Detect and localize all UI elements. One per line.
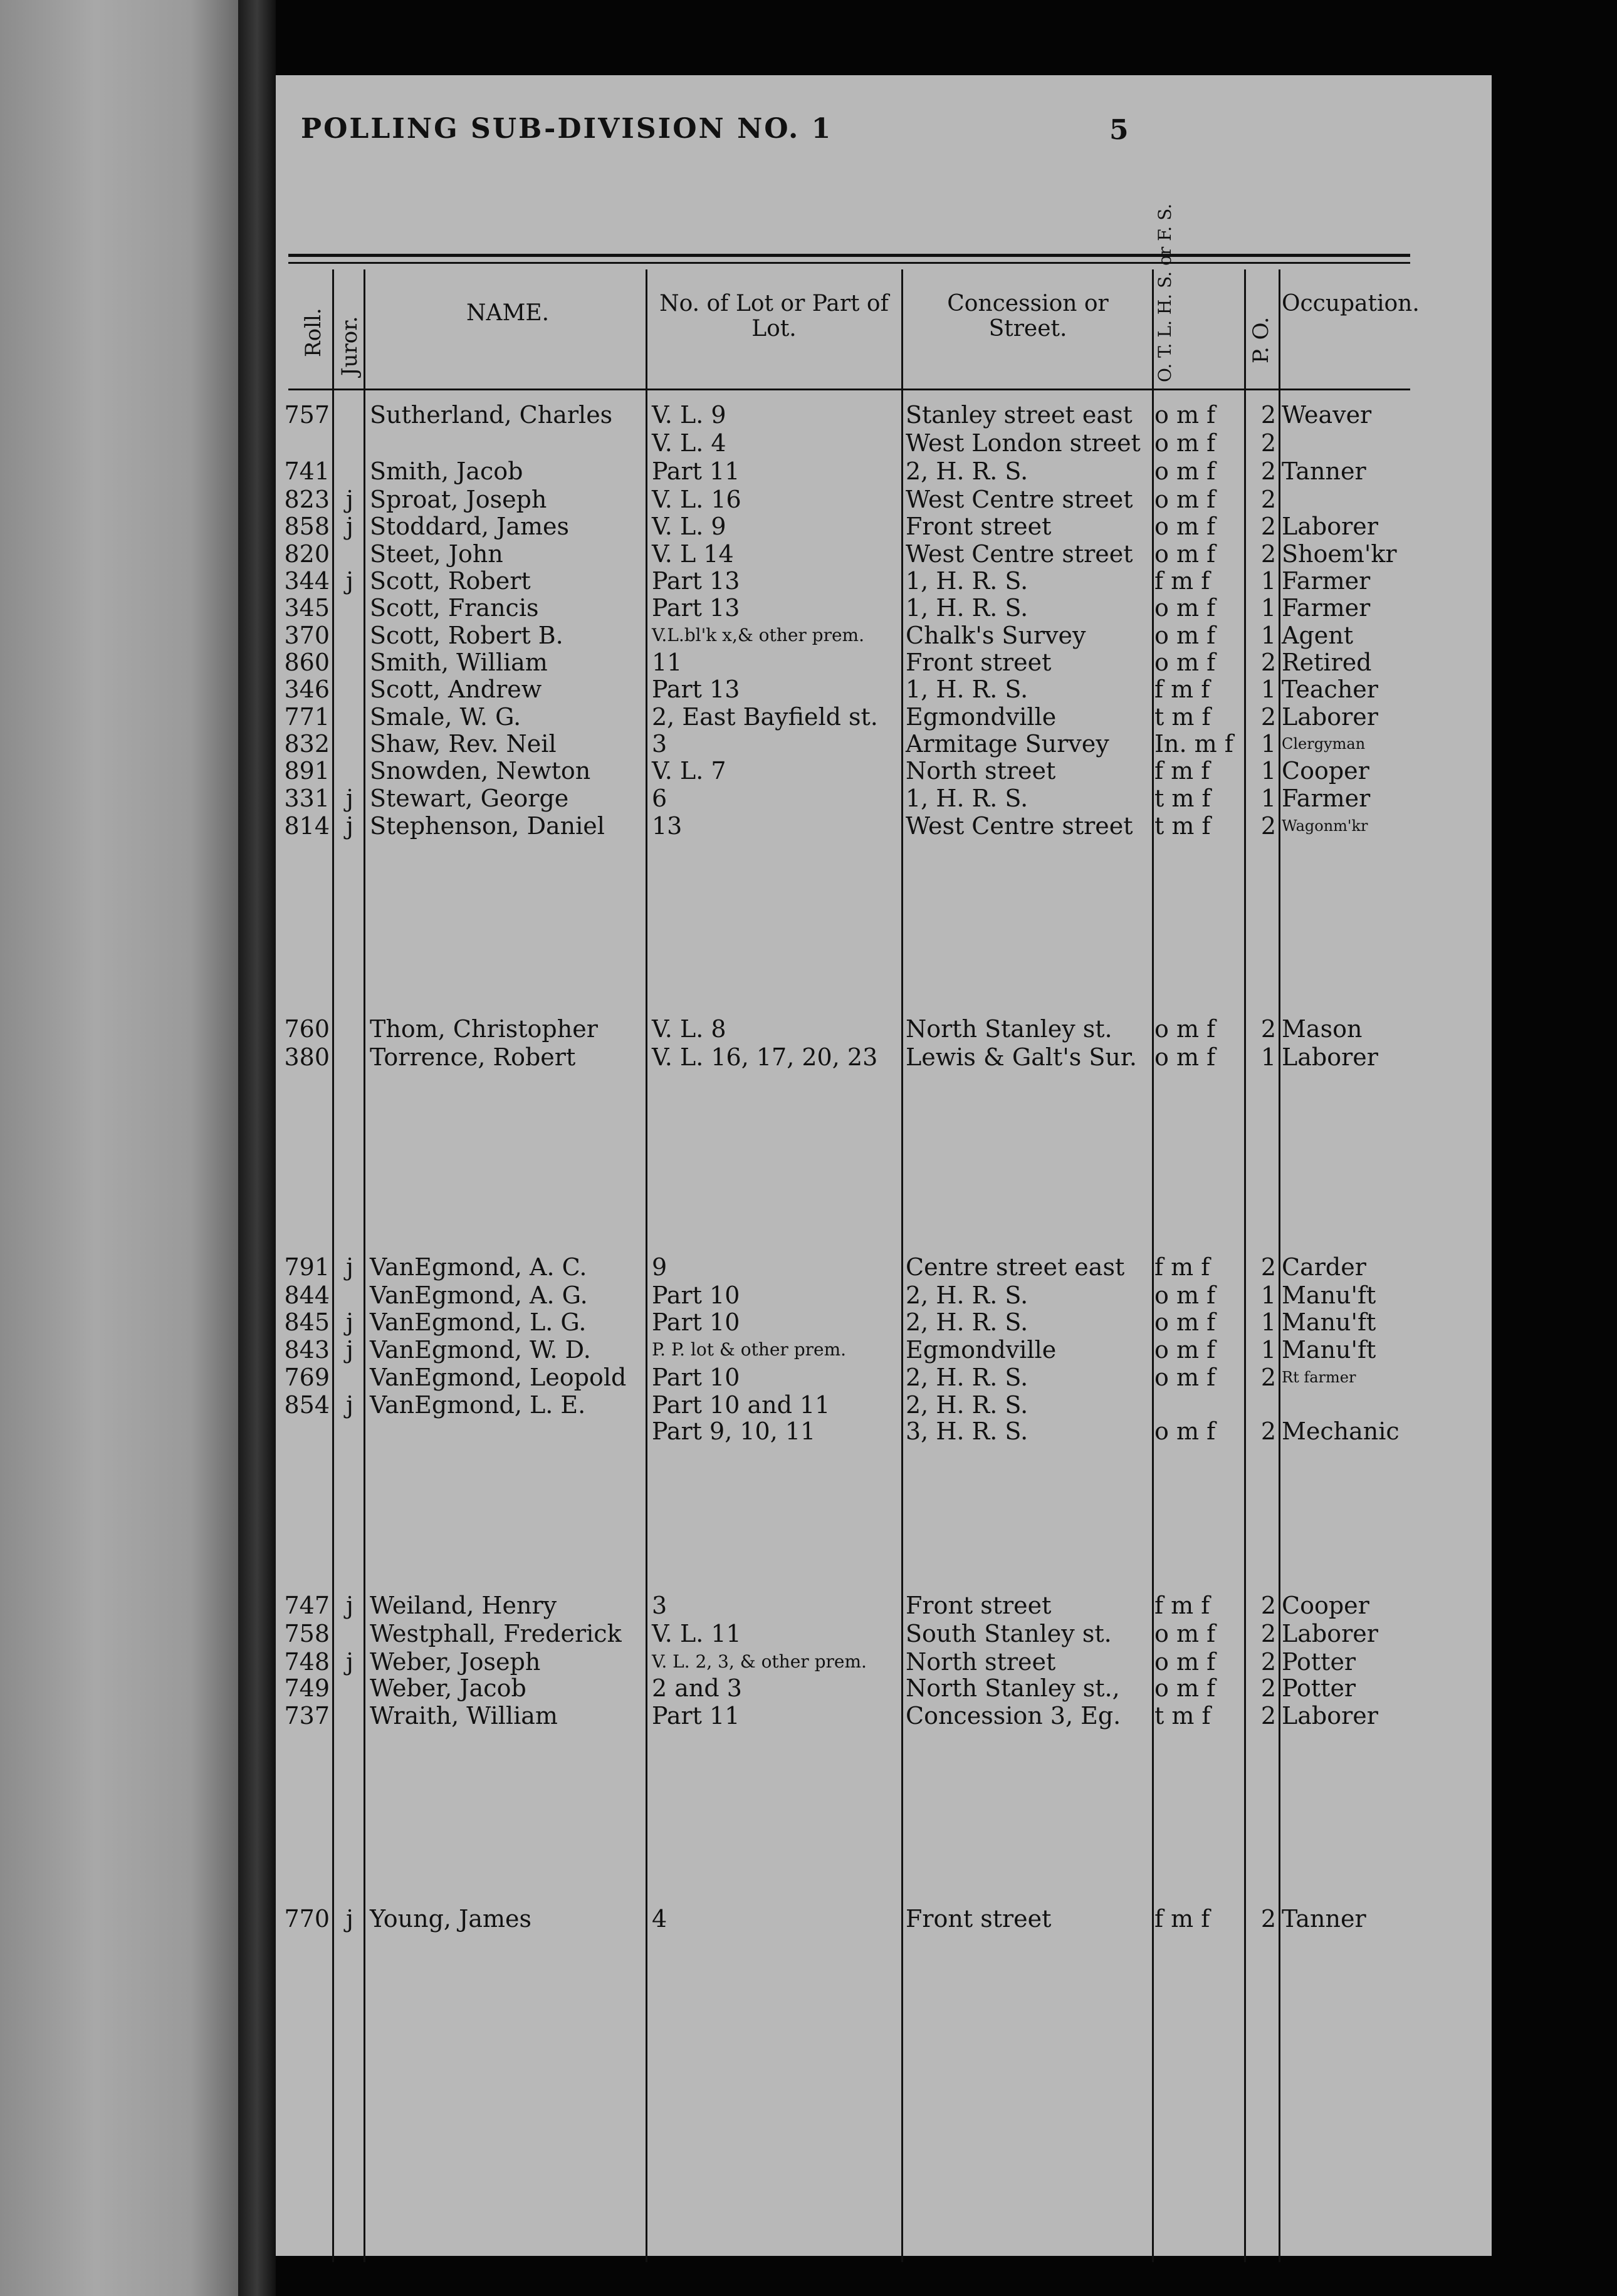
row-26-status: o m f bbox=[1154, 1620, 1216, 1647]
row-19-po: 1 bbox=[1260, 1281, 1276, 1309]
row-14-name: Stewart, George bbox=[370, 785, 569, 812]
row-19-lot: Part 10 bbox=[652, 1281, 740, 1309]
row-12-roll: 832 bbox=[284, 730, 330, 758]
row-17-name: Torrence, Robert bbox=[370, 1043, 576, 1071]
row-11-roll: 771 bbox=[284, 703, 330, 731]
row-6-po: 1 bbox=[1260, 567, 1276, 595]
row-11-occ: Laborer bbox=[1282, 703, 1378, 731]
row-21-roll: 843 bbox=[284, 1336, 330, 1364]
row-21-po: 1 bbox=[1260, 1336, 1276, 1364]
row-1-po: 2 bbox=[1260, 429, 1276, 457]
row-8-status: o m f bbox=[1154, 622, 1216, 649]
row-8-name: Scott, Robert B. bbox=[370, 622, 563, 649]
row-14-occ: Farmer bbox=[1282, 785, 1371, 812]
row-9-street: Front street bbox=[906, 649, 1052, 676]
row-29-po: 2 bbox=[1260, 1702, 1276, 1730]
row-5-occ: Shoem'kr bbox=[1282, 540, 1397, 568]
row-15-juror: j bbox=[346, 812, 353, 840]
row-28-occ: Potter bbox=[1282, 1674, 1356, 1702]
row-5-name: Steet, John bbox=[370, 540, 503, 568]
row-26-street: South Stanley st. bbox=[906, 1620, 1112, 1647]
row-28-status: o m f bbox=[1154, 1674, 1216, 1702]
row-26-roll: 758 bbox=[284, 1620, 330, 1647]
row-24-status: o m f bbox=[1154, 1417, 1216, 1445]
row-5-roll: 820 bbox=[284, 540, 330, 568]
row-26-po: 2 bbox=[1260, 1620, 1276, 1647]
row-21-status: o m f bbox=[1154, 1336, 1216, 1364]
row-2-roll: 741 bbox=[284, 457, 330, 485]
row-23-juror: j bbox=[346, 1391, 353, 1419]
page-title: POLLING SUB-DIVISION NO. 1 bbox=[301, 113, 833, 145]
row-17-occ: Laborer bbox=[1282, 1043, 1378, 1071]
row-28-lot: 2 and 3 bbox=[652, 1674, 742, 1702]
row-13-street: North street bbox=[906, 757, 1056, 785]
row-3-lot: V. L. 16 bbox=[652, 486, 741, 513]
row-14-juror: j bbox=[346, 785, 353, 812]
row-30-juror: j bbox=[346, 1905, 353, 1933]
row-25-occ: Cooper bbox=[1282, 1592, 1369, 1619]
row-15-street: West Centre street bbox=[906, 812, 1133, 840]
row-18-name: VanEgmond, A. C. bbox=[370, 1253, 587, 1281]
row-30-name: Young, James bbox=[370, 1905, 532, 1933]
row-30-lot: 4 bbox=[652, 1905, 667, 1933]
row-14-lot: 6 bbox=[652, 785, 667, 812]
row-12-lot: 3 bbox=[652, 730, 667, 758]
row-0-po: 2 bbox=[1260, 401, 1276, 429]
row-20-roll: 845 bbox=[284, 1308, 330, 1336]
row-15-occ: Wagonm'kr bbox=[1282, 817, 1368, 835]
row-2-po: 2 bbox=[1260, 457, 1276, 485]
row-27-roll: 748 bbox=[284, 1648, 330, 1676]
row-3-street: West Centre street bbox=[906, 486, 1133, 513]
row-0-street: Stanley street east bbox=[906, 401, 1133, 429]
divider-po bbox=[1279, 269, 1280, 2262]
row-8-street: Chalk's Survey bbox=[906, 622, 1086, 649]
row-27-occ: Potter bbox=[1282, 1648, 1356, 1676]
row-9-status: o m f bbox=[1154, 649, 1216, 676]
row-4-po: 2 bbox=[1260, 513, 1276, 540]
row-21-occ: Manu'ft bbox=[1282, 1336, 1376, 1364]
row-29-occ: Laborer bbox=[1282, 1702, 1378, 1730]
row-3-status: o m f bbox=[1154, 486, 1216, 513]
row-19-street: 2, H. R. S. bbox=[906, 1281, 1028, 1309]
row-11-status: t m f bbox=[1154, 703, 1211, 731]
row-23-street: 2, H. R. S. bbox=[906, 1391, 1028, 1419]
row-19-occ: Manu'ft bbox=[1282, 1281, 1376, 1309]
row-16-street: North Stanley st. bbox=[906, 1015, 1112, 1043]
divider-name bbox=[646, 269, 647, 2262]
row-5-po: 2 bbox=[1260, 540, 1276, 568]
row-5-status: o m f bbox=[1154, 540, 1216, 568]
row-9-occ: Retired bbox=[1282, 649, 1372, 676]
row-6-occ: Farmer bbox=[1282, 567, 1371, 595]
row-0-occ: Weaver bbox=[1282, 401, 1372, 429]
row-1-lot: V. L. 4 bbox=[652, 429, 726, 457]
row-14-roll: 331 bbox=[284, 785, 330, 812]
row-14-po: 1 bbox=[1260, 785, 1276, 812]
col-header-name: NAME. bbox=[466, 300, 550, 326]
row-7-name: Scott, Francis bbox=[370, 594, 539, 622]
row-17-status: o m f bbox=[1154, 1043, 1216, 1071]
row-10-lot: Part 13 bbox=[652, 676, 740, 703]
row-26-occ: Laborer bbox=[1282, 1620, 1378, 1647]
row-5-street: West Centre street bbox=[906, 540, 1133, 568]
row-13-name: Snowden, Newton bbox=[370, 757, 591, 785]
row-9-lot: 11 bbox=[652, 649, 683, 676]
row-20-lot: Part 10 bbox=[652, 1308, 740, 1336]
row-7-occ: Farmer bbox=[1282, 594, 1371, 622]
row-25-street: Front street bbox=[906, 1592, 1052, 1619]
header-rule-top-2 bbox=[288, 262, 1410, 264]
col-header-po: P. O. bbox=[1248, 316, 1274, 363]
row-27-juror: j bbox=[346, 1648, 353, 1676]
row-16-lot: V. L. 8 bbox=[652, 1015, 726, 1043]
row-23-lot: Part 10 and 11 bbox=[652, 1391, 830, 1419]
row-3-juror: j bbox=[346, 486, 353, 513]
header-rule-bottom bbox=[288, 389, 1410, 390]
row-22-street: 2, H. R. S. bbox=[906, 1364, 1028, 1391]
row-22-occ: Rt farmer bbox=[1282, 1369, 1356, 1386]
row-6-lot: Part 13 bbox=[652, 567, 740, 595]
row-19-name: VanEgmond, A. G. bbox=[370, 1281, 588, 1309]
row-25-roll: 747 bbox=[284, 1592, 330, 1619]
row-28-roll: 749 bbox=[284, 1674, 330, 1702]
row-0-name: Sutherland, Charles bbox=[370, 401, 613, 429]
row-10-po: 1 bbox=[1260, 676, 1276, 703]
row-6-street: 1, H. R. S. bbox=[906, 567, 1028, 595]
row-3-name: Sproat, Joseph bbox=[370, 486, 547, 513]
row-30-status: f m f bbox=[1154, 1905, 1210, 1933]
divider-lot bbox=[901, 269, 903, 2262]
row-15-name: Stephenson, Daniel bbox=[370, 812, 605, 840]
row-28-po: 2 bbox=[1260, 1674, 1276, 1702]
row-29-roll: 737 bbox=[284, 1702, 330, 1730]
left-page-edge bbox=[0, 0, 238, 2296]
row-10-roll: 346 bbox=[284, 676, 330, 703]
row-27-po: 2 bbox=[1260, 1648, 1276, 1676]
row-16-po: 2 bbox=[1260, 1015, 1276, 1043]
row-1-status: o m f bbox=[1154, 429, 1216, 457]
row-25-name: Weiland, Henry bbox=[370, 1592, 557, 1619]
row-15-status: t m f bbox=[1154, 812, 1211, 840]
row-27-lot: V. L. 2, 3, & other prem. bbox=[652, 1651, 867, 1672]
row-7-status: o m f bbox=[1154, 594, 1216, 622]
row-7-lot: Part 13 bbox=[652, 594, 740, 622]
row-10-name: Scott, Andrew bbox=[370, 676, 542, 703]
row-4-name: Stoddard, James bbox=[370, 513, 570, 540]
col-header-status: O. T. L. H. S. or F. S. bbox=[1154, 203, 1175, 382]
row-15-po: 2 bbox=[1260, 812, 1276, 840]
row-12-name: Shaw, Rev. Neil bbox=[370, 730, 557, 758]
row-16-roll: 760 bbox=[284, 1015, 330, 1043]
row-4-juror: j bbox=[346, 513, 353, 540]
row-30-street: Front street bbox=[906, 1905, 1052, 1933]
row-6-name: Scott, Robert bbox=[370, 567, 531, 595]
row-17-lot: V. L. 16, 17, 20, 23 bbox=[652, 1043, 878, 1071]
row-0-status: o m f bbox=[1154, 401, 1216, 429]
row-23-name: VanEgmond, L. E. bbox=[370, 1391, 586, 1419]
row-16-status: o m f bbox=[1154, 1015, 1216, 1043]
row-25-status: f m f bbox=[1154, 1592, 1210, 1619]
row-18-po: 2 bbox=[1260, 1253, 1276, 1281]
row-2-street: 2, H. R. S. bbox=[906, 457, 1028, 485]
row-20-po: 1 bbox=[1260, 1308, 1276, 1336]
row-4-lot: V. L. 9 bbox=[652, 513, 726, 540]
row-12-occ: Clergyman bbox=[1282, 735, 1366, 753]
row-10-occ: Teacher bbox=[1282, 676, 1378, 703]
row-28-name: Weber, Jacob bbox=[370, 1674, 526, 1702]
row-27-name: Weber, Joseph bbox=[370, 1648, 541, 1676]
row-20-name: VanEgmond, L. G. bbox=[370, 1308, 587, 1336]
row-27-status: o m f bbox=[1154, 1648, 1216, 1676]
row-12-status: In. m f bbox=[1154, 730, 1233, 758]
row-8-lot: V.L.bl'k x,& other prem. bbox=[652, 625, 865, 645]
row-17-po: 1 bbox=[1260, 1043, 1276, 1071]
row-26-lot: V. L. 11 bbox=[652, 1620, 741, 1647]
row-8-po: 1 bbox=[1260, 622, 1276, 649]
row-20-street: 2, H. R. S. bbox=[906, 1308, 1028, 1336]
row-24-occ: Mechanic bbox=[1282, 1417, 1400, 1445]
row-14-status: t m f bbox=[1154, 785, 1211, 812]
row-11-po: 2 bbox=[1260, 703, 1276, 731]
row-9-name: Smith, William bbox=[370, 649, 548, 676]
row-30-po: 2 bbox=[1260, 1905, 1276, 1933]
row-30-occ: Tanner bbox=[1282, 1905, 1366, 1933]
row-5-lot: V. L 14 bbox=[652, 540, 734, 568]
book-spine bbox=[238, 0, 276, 2296]
row-29-street: Concession 3, Eg. bbox=[906, 1702, 1121, 1730]
row-4-street: Front street bbox=[906, 513, 1052, 540]
row-22-po: 2 bbox=[1260, 1364, 1276, 1391]
col-header-lot: No. of Lot or Part of Lot. bbox=[659, 291, 889, 342]
row-4-roll: 858 bbox=[284, 513, 330, 540]
row-19-roll: 844 bbox=[284, 1281, 330, 1309]
row-18-street: Centre street east bbox=[906, 1253, 1125, 1281]
col-header-occupation: Occupation. bbox=[1282, 291, 1420, 316]
row-14-street: 1, H. R. S. bbox=[906, 785, 1028, 812]
row-18-occ: Carder bbox=[1282, 1253, 1366, 1281]
divider-concession bbox=[1152, 269, 1154, 2262]
row-29-lot: Part 11 bbox=[652, 1702, 740, 1730]
row-3-po: 2 bbox=[1260, 486, 1276, 513]
row-24-street: 3, H. R. S. bbox=[906, 1417, 1028, 1445]
row-13-roll: 891 bbox=[284, 757, 330, 785]
row-29-name: Wraith, William bbox=[370, 1702, 558, 1730]
row-13-occ: Cooper bbox=[1282, 757, 1369, 785]
row-4-occ: Laborer bbox=[1282, 513, 1378, 540]
row-20-occ: Manu'ft bbox=[1282, 1308, 1376, 1336]
row-3-roll: 823 bbox=[284, 486, 330, 513]
col-header-roll: Roll. bbox=[301, 308, 326, 357]
row-16-name: Thom, Christopher bbox=[370, 1015, 598, 1043]
row-18-lot: 9 bbox=[652, 1253, 667, 1281]
row-8-occ: Agent bbox=[1282, 622, 1353, 649]
row-11-lot: 2, East Bayfield st. bbox=[652, 703, 878, 731]
row-11-street: Egmondville bbox=[906, 703, 1057, 731]
row-18-juror: j bbox=[346, 1253, 353, 1281]
row-4-status: o m f bbox=[1154, 513, 1216, 540]
row-13-status: f m f bbox=[1154, 757, 1210, 785]
row-22-name: VanEgmond, Leopold bbox=[370, 1364, 627, 1391]
row-29-status: t m f bbox=[1154, 1702, 1211, 1730]
row-12-street: Armitage Survey bbox=[906, 730, 1109, 758]
row-21-lot: P. P. lot & other prem. bbox=[652, 1339, 847, 1360]
divider-roll bbox=[332, 269, 334, 2262]
row-30-roll: 770 bbox=[284, 1905, 330, 1933]
row-9-po: 2 bbox=[1260, 649, 1276, 676]
row-16-occ: Mason bbox=[1282, 1015, 1363, 1043]
row-9-roll: 860 bbox=[284, 649, 330, 676]
divider-status bbox=[1244, 269, 1246, 2262]
row-23-roll: 854 bbox=[284, 1391, 330, 1419]
row-12-po: 1 bbox=[1260, 730, 1276, 758]
row-6-roll: 344 bbox=[284, 567, 330, 595]
row-25-juror: j bbox=[346, 1592, 353, 1619]
col-header-concession: Concession or Street. bbox=[947, 291, 1109, 342]
row-2-lot: Part 11 bbox=[652, 457, 740, 485]
row-21-juror: j bbox=[346, 1336, 353, 1364]
row-15-roll: 814 bbox=[284, 812, 330, 840]
col-header-juror: Juror. bbox=[337, 316, 362, 376]
row-28-street: North Stanley st., bbox=[906, 1674, 1120, 1702]
row-0-roll: 757 bbox=[284, 401, 330, 429]
row-2-status: o m f bbox=[1154, 457, 1216, 485]
row-24-lot: Part 9, 10, 11 bbox=[652, 1417, 816, 1445]
row-13-lot: V. L. 7 bbox=[652, 757, 726, 785]
row-26-name: Westphall, Frederick bbox=[370, 1620, 622, 1647]
row-19-status: o m f bbox=[1154, 1281, 1216, 1309]
row-27-street: North street bbox=[906, 1648, 1056, 1676]
row-7-street: 1, H. R. S. bbox=[906, 594, 1028, 622]
row-15-lot: 13 bbox=[652, 812, 683, 840]
row-0-lot: V. L. 9 bbox=[652, 401, 726, 429]
page-number: 5 bbox=[1109, 114, 1129, 146]
row-22-roll: 769 bbox=[284, 1364, 330, 1391]
row-1-street: West London street bbox=[906, 429, 1141, 457]
row-17-street: Lewis & Galt's Sur. bbox=[906, 1043, 1137, 1071]
row-21-street: Egmondville bbox=[906, 1336, 1057, 1364]
row-11-name: Smale, W. G. bbox=[370, 703, 521, 731]
row-10-status: f m f bbox=[1154, 676, 1210, 703]
row-13-po: 1 bbox=[1260, 757, 1276, 785]
row-8-roll: 370 bbox=[284, 622, 330, 649]
row-25-po: 2 bbox=[1260, 1592, 1276, 1619]
row-18-status: f m f bbox=[1154, 1253, 1210, 1281]
row-20-juror: j bbox=[346, 1308, 353, 1336]
row-18-roll: 791 bbox=[284, 1253, 330, 1281]
row-22-status: o m f bbox=[1154, 1364, 1216, 1391]
row-17-roll: 380 bbox=[284, 1043, 330, 1071]
row-21-name: VanEgmond, W. D. bbox=[370, 1336, 591, 1364]
row-10-street: 1, H. R. S. bbox=[906, 676, 1028, 703]
row-2-occ: Tanner bbox=[1282, 457, 1366, 485]
row-6-juror: j bbox=[346, 567, 353, 595]
row-20-status: o m f bbox=[1154, 1308, 1216, 1336]
divider-juror bbox=[364, 269, 365, 2262]
row-25-lot: 3 bbox=[652, 1592, 667, 1619]
row-2-name: Smith, Jacob bbox=[370, 457, 523, 485]
row-22-lot: Part 10 bbox=[652, 1364, 740, 1391]
row-7-roll: 345 bbox=[284, 594, 330, 622]
header-rule-top bbox=[288, 254, 1410, 257]
row-24-po: 2 bbox=[1260, 1417, 1276, 1445]
row-6-status: f m f bbox=[1154, 567, 1210, 595]
row-7-po: 1 bbox=[1260, 594, 1276, 622]
